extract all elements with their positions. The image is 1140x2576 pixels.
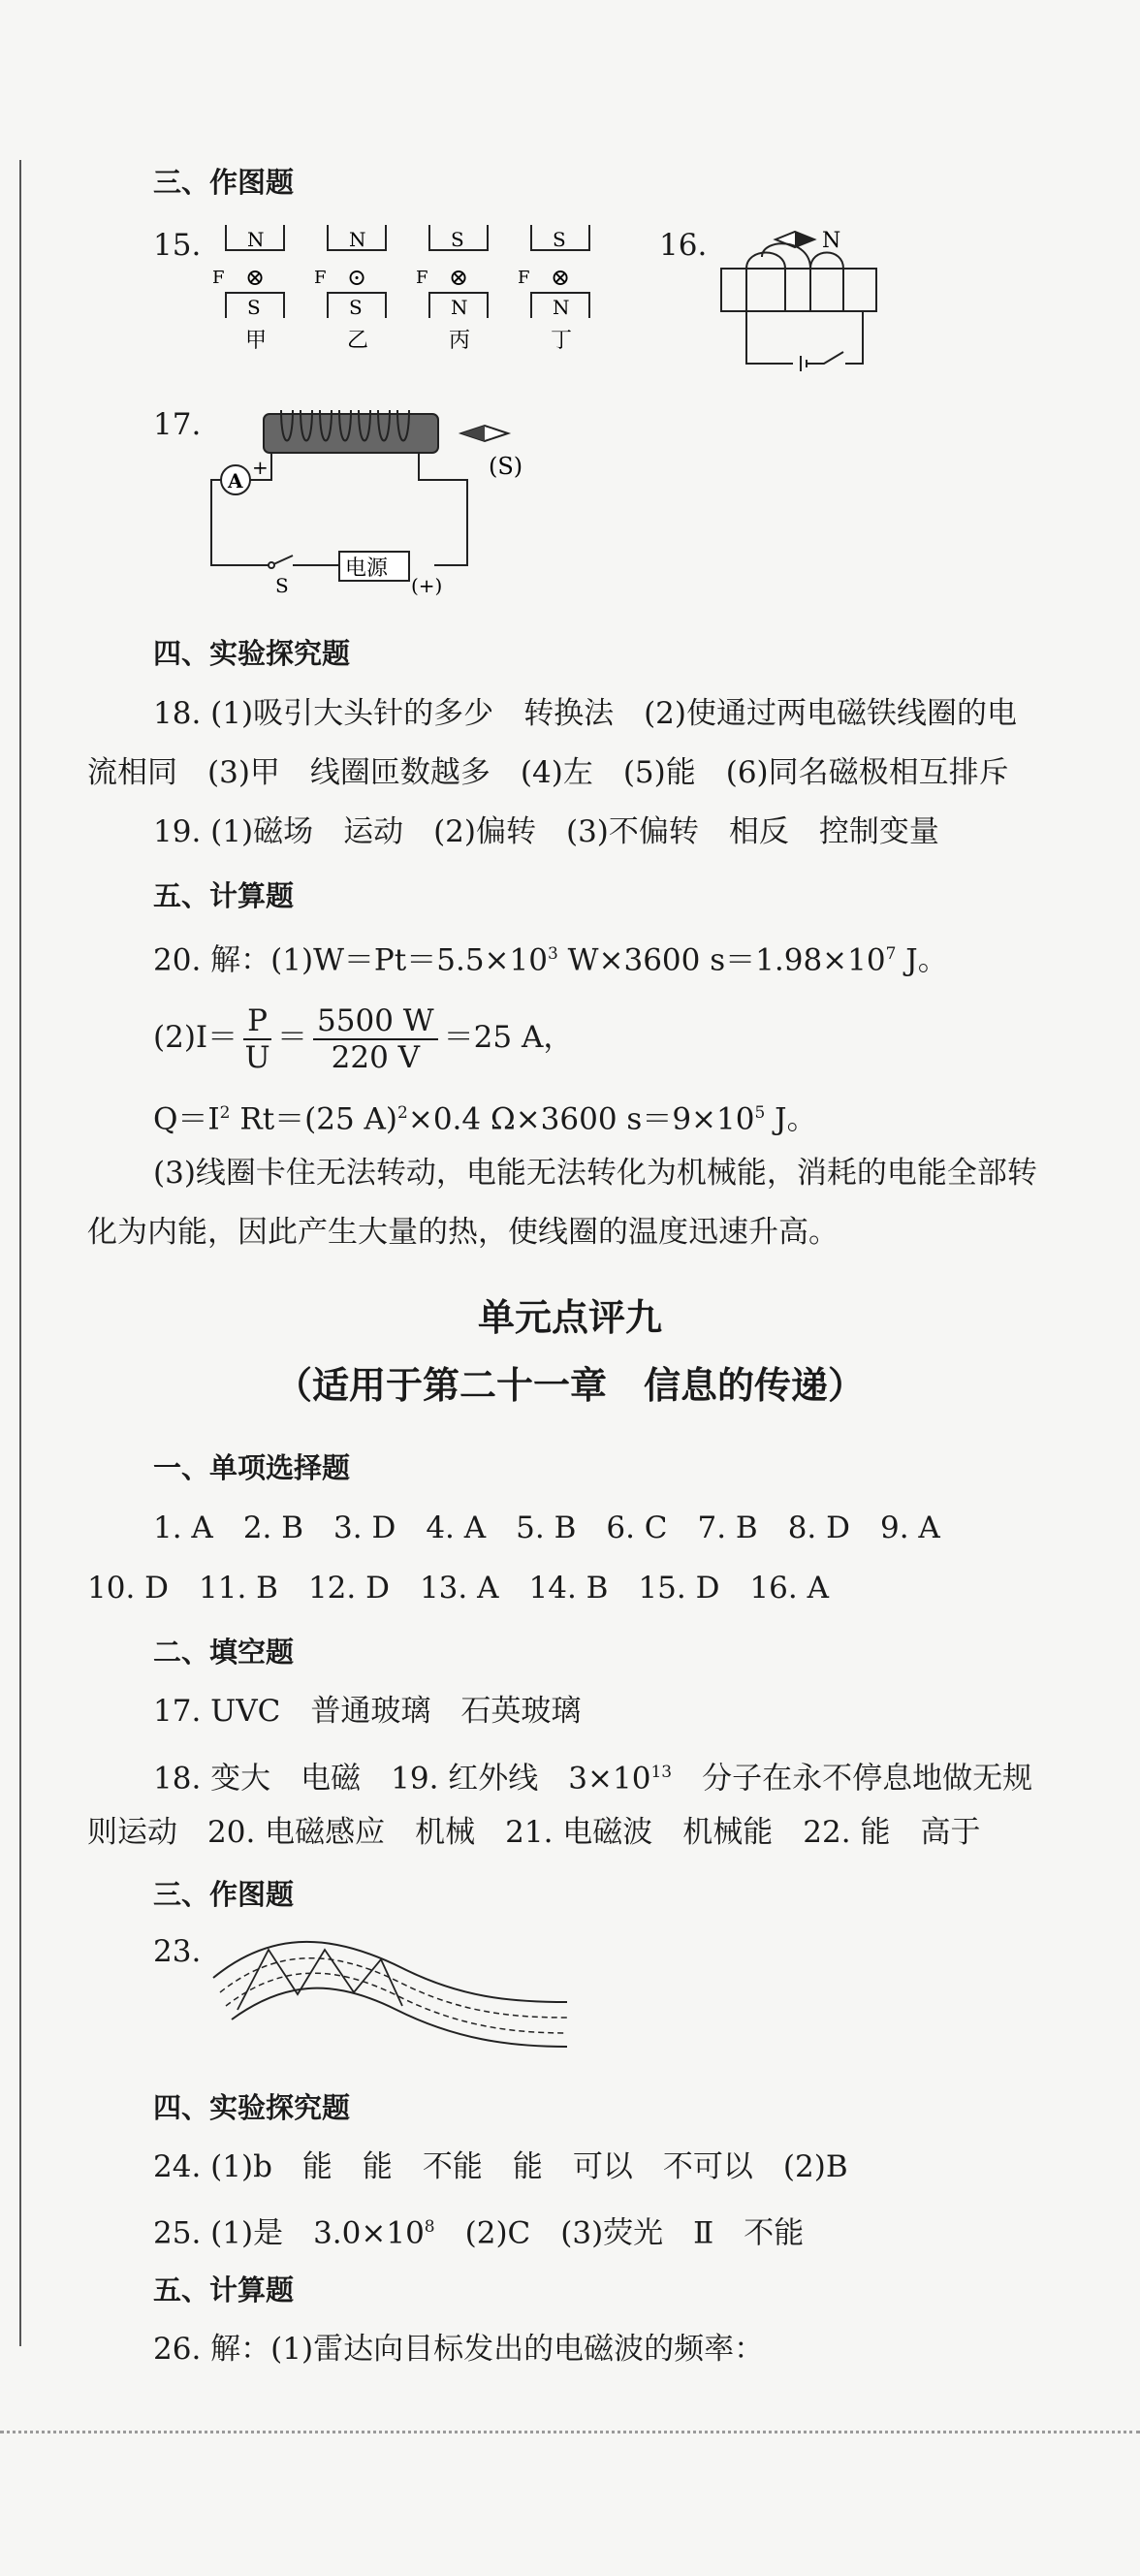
answer-26: 26. 解：(1)雷达向目标发出的电磁波的频率：	[153, 2332, 765, 2367]
current-symbol: ⊗	[245, 264, 266, 291]
answer-18-line2: 流相同 (3)甲 线圈匝数越多 (4)左 (5)能 (6)同名磁极相互排斥	[87, 755, 1009, 790]
magnet-bottom-pole: N	[451, 296, 468, 319]
magnet-top-pole: N	[349, 228, 366, 251]
section-heading-drawing: 三、作图题	[153, 166, 295, 199]
q17-s-pole: (S)	[489, 453, 523, 480]
ammeter-plus: +	[252, 456, 269, 479]
magnet-top-pole: S	[451, 228, 464, 251]
magnet-top-pole: S	[553, 228, 566, 251]
magnet-bottom-pole: S	[247, 296, 261, 319]
unit-subtitle: （适用于第二十一章 信息的传递）	[274, 1364, 865, 1407]
answer-25: 25. (1)是 $3.0\times 10^8$ (2)C (3)荧光 Ⅱ 不能	[153, 2215, 805, 2251]
q15-magnet-pair	[314, 225, 386, 353]
answer-24: 24. (1)b 能 能 不能 能 可以 不可以 (2)B	[153, 2149, 848, 2184]
current-symbol: ⊙	[347, 264, 367, 291]
magnet-label: 乙	[347, 329, 369, 353]
answer-20-line2: (2)I＝ $\frac{P}{U}$ ＝ $\frac{5500 W}{220 V}$ ＝25 A，	[153, 1002, 574, 1075]
answer-18-line1: 18. (1)吸引大头针的多少 转换法 (2)使通过两电磁铁线圈的电	[153, 696, 1017, 731]
section-heading-calc-2: 五、计算题	[153, 2274, 295, 2306]
section-heading-drawing-2: 三、作图题	[153, 1878, 295, 1911]
magnet-top-pole: N	[247, 228, 265, 251]
force-label: F	[212, 268, 225, 288]
bottom-dotted-rule	[0, 2431, 1140, 2433]
q17-figure	[204, 402, 572, 596]
q16-n-label: N	[822, 229, 841, 253]
fill-answer-18-line1: 18. 变大 电磁 19. 红外线 $3\times 10^{13}$ 分子在永不停息地做无规	[153, 1761, 1033, 1797]
force-label: F	[416, 268, 428, 288]
section-heading-fill: 二、填空题	[153, 1636, 295, 1669]
answer-20-line5: 化为内能，因此产生大量的热，使线圈的温度迅速升高。	[87, 1215, 839, 1250]
q15-number: 15.	[153, 228, 202, 263]
q15-magnet-pair	[518, 225, 589, 353]
q15-magnet-pair	[212, 225, 284, 353]
q15-magnet-pair	[416, 225, 488, 353]
q23-figure	[208, 1924, 577, 2051]
answer-19: 19. (1)磁场 运动 (2)偏转 (3)不偏转 相反 控制变量	[153, 814, 939, 849]
margin-line	[19, 160, 21, 2346]
q17-source-label: 电源	[345, 557, 389, 581]
magnet-bottom-pole: N	[553, 296, 570, 319]
answer-20-line3: $Q=I^2$ Rt＝(25 A)$^2$×0.4 Ω×3600 $s=9\times 10^5$ J。	[153, 1101, 817, 1137]
section-heading-experiment-2: 四、实验探究题	[153, 2091, 351, 2124]
unit-title: 单元点评九	[477, 1296, 662, 1339]
magnet-label: 丁	[551, 329, 573, 353]
magnet-bottom-pole: S	[349, 296, 363, 319]
q16-figure	[717, 218, 892, 383]
q15-figure	[208, 223, 616, 359]
force-label: F	[314, 268, 327, 288]
q17-number: 17.	[153, 407, 202, 442]
force-label: F	[518, 268, 530, 288]
fill-answer-18-line2: 则运动 20. 电磁感应 机械 21. 电磁波 机械能 22. 能 高于	[87, 1815, 981, 1850]
magnet-label: 甲	[245, 329, 268, 353]
section-heading-calc: 五、计算题	[153, 879, 295, 912]
fill-answer-17: 17. UVC 普通玻璃 石英玻璃	[153, 1694, 582, 1729]
q17-switch-label: S	[275, 574, 289, 596]
q16-number: 16.	[659, 228, 708, 263]
ammeter-label: A	[228, 469, 243, 493]
q17-source-sign: (+)	[411, 574, 443, 596]
mc-answers-line1: 1. A 2. B 3. D 4. A 5. B 6. C 7. B 8. D 9. A	[153, 1511, 940, 1545]
section-heading-experiment: 四、实验探究题	[153, 637, 351, 670]
q23-number: 23.	[153, 1934, 202, 1969]
answer-20-line1: 20. 解：$(1)W=Pt=5.5\times 10^3$ W×3600 $s=1.98\times 10^7$ J。	[153, 942, 948, 978]
section-heading-mc: 一、单项选择题	[153, 1451, 351, 1484]
answer-20-line4: (3)线圈卡住无法转动，电能无法转化为机械能，消耗的电能全部转	[153, 1156, 1037, 1191]
current-symbol: ⊗	[449, 264, 469, 291]
magnet-label: 丙	[449, 329, 471, 353]
current-symbol: ⊗	[551, 264, 571, 291]
mc-answers-line2: 10. D 11. B 12. D 13. A 14. B 15. D 16. A	[87, 1571, 829, 1606]
